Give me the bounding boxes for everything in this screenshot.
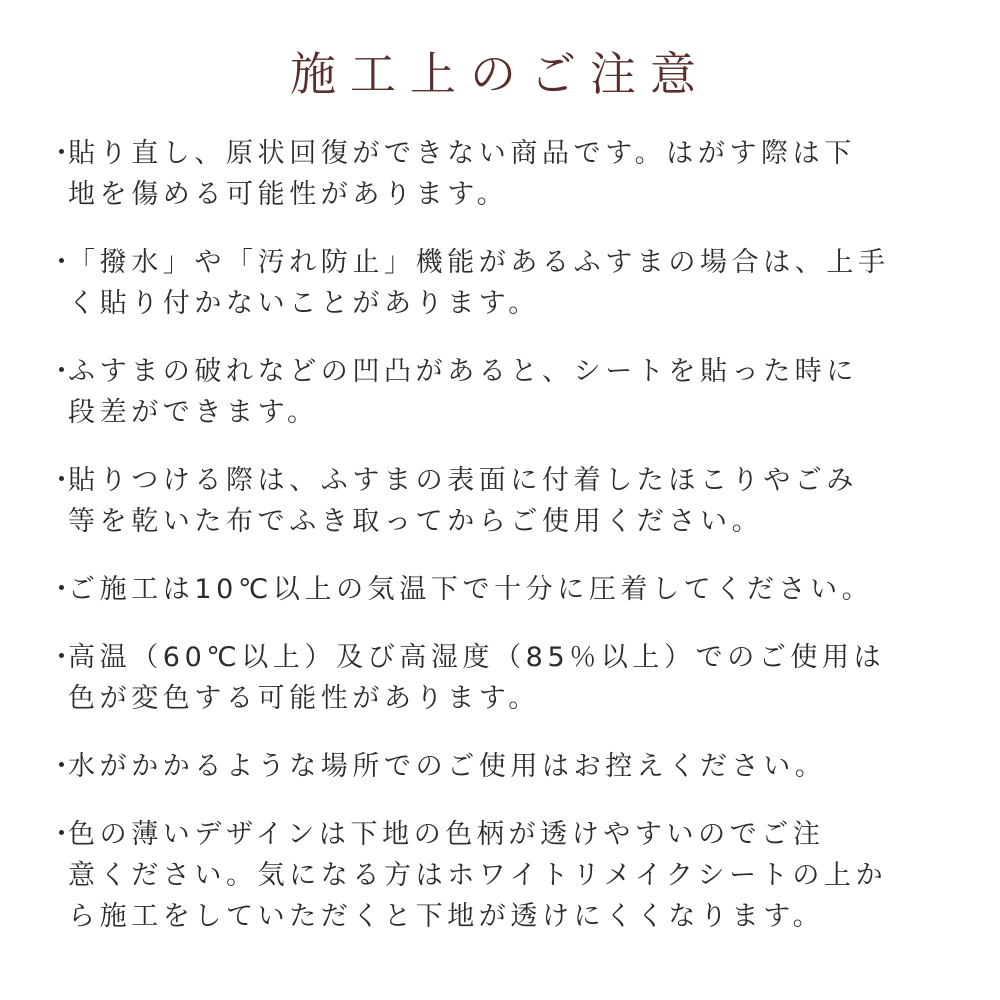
bullet-icon: ・ — [48, 465, 75, 496]
caution-text-line: ふすまの破れなどの凹凸があると、シートを貼った時に — [68, 356, 858, 387]
caution-item — [48, 242, 948, 324]
caution-text-line: 高温（60℃以上）及び高湿度（85％以上）でのご使用は — [68, 642, 886, 673]
caution-text-line: ら施工をしていただくと下地が透けにくくなります。 — [68, 901, 825, 932]
caution-text-line: 色の薄いデザインは下地の色柄が透けやすいのでご注 — [68, 819, 825, 850]
caution-item — [48, 133, 948, 215]
caution-item — [48, 637, 948, 719]
caution-text-line: く貼り付かないことがあります。 — [68, 288, 540, 319]
caution-text-line: 地を傷める可能性があります。 — [68, 179, 509, 210]
caution-item — [48, 569, 948, 610]
bullet-icon: ・ — [48, 751, 75, 782]
bullet-icon: ・ — [48, 356, 75, 387]
caution-text-line: 水がかかるような場所でのご使用はお控えください。 — [68, 751, 827, 782]
caution-text-line: 貼りつける際は、ふすまの表面に付着したほこりやごみ — [68, 465, 858, 496]
caution-text-line: 貼り直し、原状回復ができない商品です。はがす際は下 — [68, 138, 856, 169]
caution-item — [48, 746, 948, 787]
caution-text-line: 意ください。気になる方はホワイトリメイクシートの上か — [68, 860, 888, 891]
caution-item — [48, 351, 948, 433]
caution-text-line: ご施工は10℃以上の気温下で十分に圧着してください。 — [68, 574, 874, 605]
page-title: 施工上のご注意 — [290, 47, 710, 101]
bullet-icon: ・ — [48, 574, 75, 605]
bullet-icon: ・ — [48, 247, 75, 278]
caution-list — [48, 133, 948, 964]
bullet-icon: ・ — [48, 642, 75, 673]
bullet-icon: ・ — [48, 819, 75, 850]
caution-item — [48, 460, 948, 542]
caution-item — [48, 814, 948, 937]
caution-text-line: 「撥水」や「汚れ防止」機能があるふすまの場合は、上手 — [68, 247, 890, 278]
caution-text-line: 段差ができます。 — [68, 397, 319, 428]
caution-text-line: 色が変色する可能性があります。 — [68, 683, 540, 714]
bullet-icon: ・ — [48, 138, 75, 169]
caution-text-line: 等を乾いた布でふき取ってからご使用ください。 — [68, 506, 764, 537]
